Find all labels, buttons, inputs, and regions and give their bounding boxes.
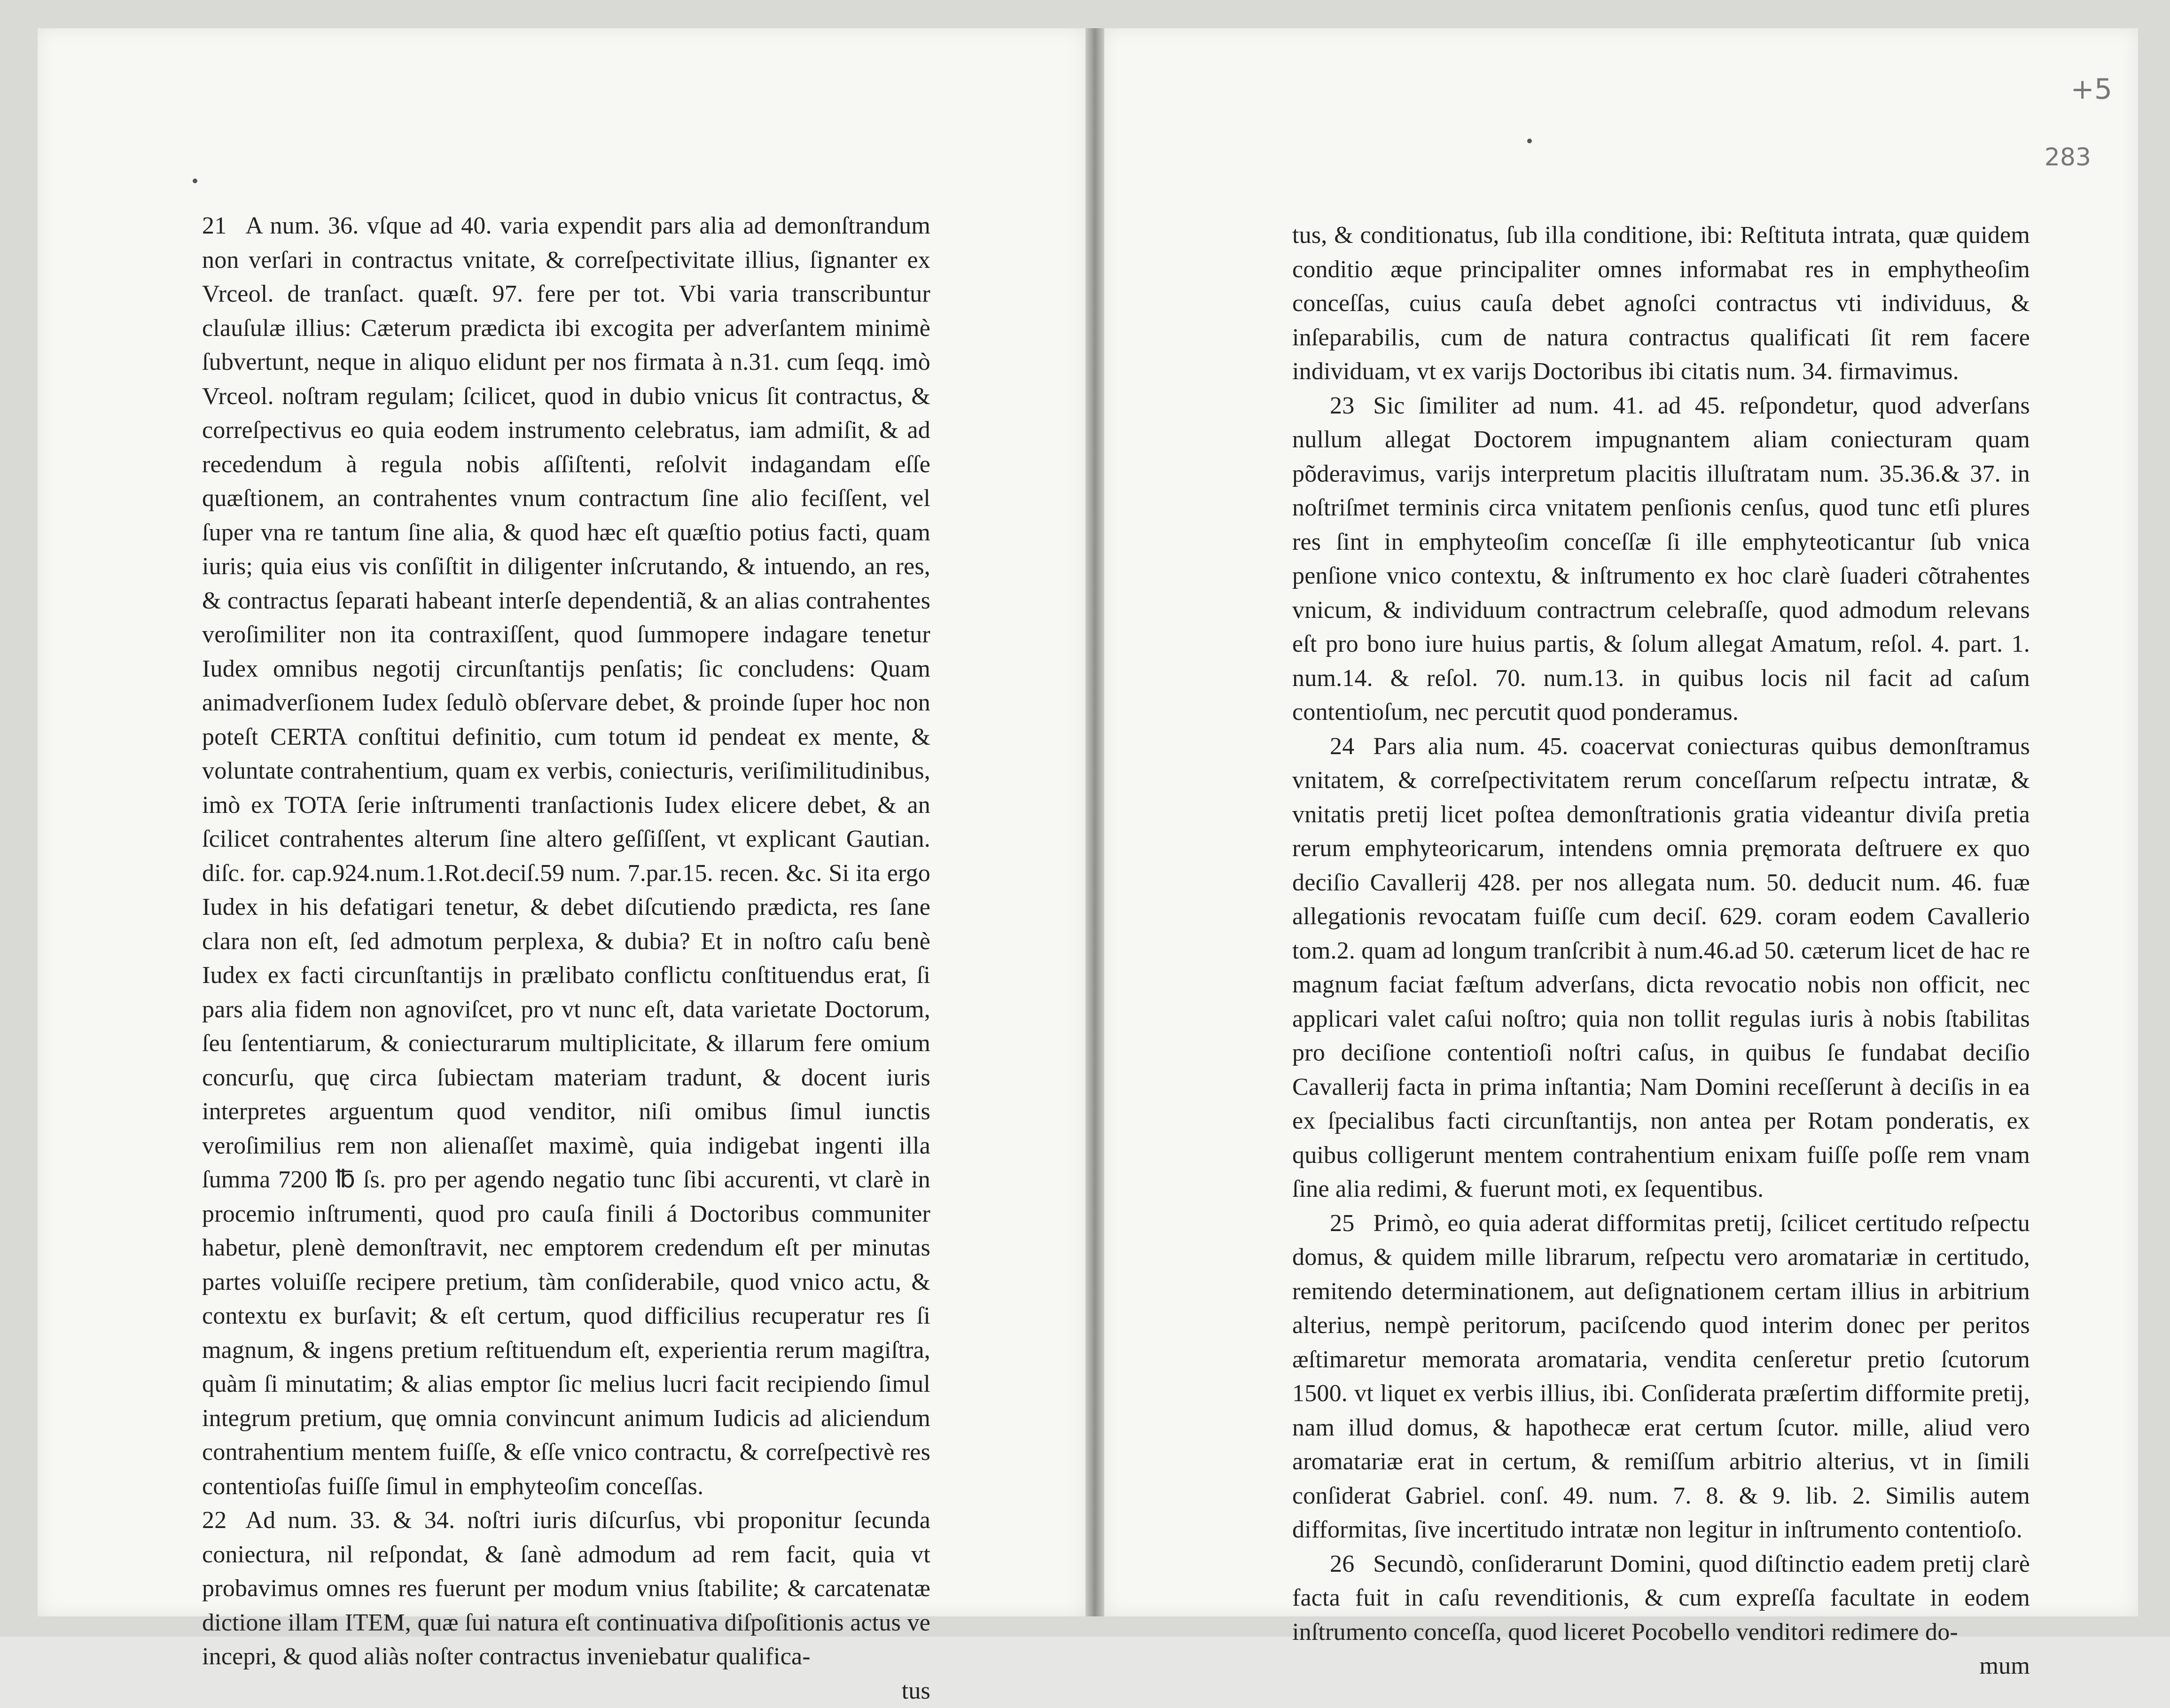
paragraph — [1292, 1207, 2030, 1547]
paragraph-number: 26 — [1330, 1551, 1354, 1577]
paragraph — [202, 1504, 930, 1674]
left-text-column — [202, 209, 930, 1708]
corner-mark: +5 — [2071, 73, 2112, 106]
paragraph-number: 22 — [202, 1507, 226, 1534]
ink-spot — [1527, 139, 1532, 143]
paragraph-number: 21 — [202, 212, 226, 239]
paragraph-text: tus, & conditionatus, ſub illa conditione, ibi: Reſtituta intrata, quæ quidem conditio æque principaliter omnes informabat res in emphytheoſim conceſſas, cuius cauſa debet agnoſci contractus vti individuus, & inſeparabilis, cum de natura contractus qualificati ſit rem facere individuam, vt ex varijs Doctoribus ibi citatis num. 34. firmavimus. — [1292, 222, 2030, 385]
catchword: mum — [1292, 1649, 2030, 1684]
right-page — [1104, 28, 2138, 1616]
left-page — [38, 28, 1085, 1616]
paragraph — [1292, 1547, 2030, 1650]
paragraph-number: 25 — [1330, 1210, 1354, 1237]
paragraph-number: 24 — [1330, 733, 1354, 760]
catchword: tus — [202, 1674, 930, 1708]
paragraph — [1292, 389, 2030, 730]
paragraph-text: A num. 36. vſque ad 40. varia expendit pars alia ad demonſtrandum non verſari in contractus vnitate, & correſpectivitate illius, ſignanter ex Vrceol. de tranſact. quæſt. 97. fere per tot. Vbi varia transcribuntur clauſulæ illius: Cæterum prædicta ibi excogita per adverſantem minimè ſubvertunt, neque in aliquo elidunt per nos firmata à n.31. cum ſeqq. imò Vrceol. noſtram regulam; ſcilicet, quod in dubio vnicus ſit contractus, & correſpectivus eo quia eodem instrumento celebratus, iam admiſit, & ad recedendum à regula nobis aſſiſtenti, reſolvit indagandam eſſe quæſtionem, an contrahentes vnum contractum ſine alio feciſſent, vel ſuper vna re tantum ſine alia, & quod hæc eſt quæſtio potius facti, quam iuris; quia eius vis conſiſtit in diligenter inſcrutando, & intuendo, an res, & contractus ſeparati habeant interſe dependentiã, & an alias contrahentes veroſimiliter non ita contraxiſſent, quod ſummopere indagare tenetur Iudex omnibus negotij circunſtantijs penſatis; ſic concludens: Quam animadverſionem Iudex ſedulò obſervare debet, & proinde ſuper hoc non poteſt CERTA conſtitui definitio, cum totum id pendeat ex mente, & voluntate contrahentium, quam ex verbis, coniecturis, veriſimilitudinibus, imò ex TOTA ſerie inſtrumenti tranſactionis Iudex elicere debet, & an ſcilicet contrahentes alterum ſine altero geſſiſſent, vt explicant Gautian. diſc. for. cap.924.num.1.Rot.deciſ.59 num. 7.par.15. recen. &c. Si ita ergo Iudex in his defatigari tenetur, & debet diſcutiendo prædicta, res ſane clara non eſt, ſed admotum perplexa, & dubia? Et in noſtro caſu benè Iudex ex facti circunſtantijs in prælibato conflictu conſtituendus erat, ſi pars alia fidem non agnoviſcet, pro vt nunc eſt, data varietate Doctorum, ſeu ſententiarum, & coniecturarum multiplicitate, & illarum fere omium concurſu, quę circa ſubiectam materiam tradunt, & docent iuris interpretes arguentum quod venditor, niſi omibus ſimul iunctis veroſimilius rem non alienaſſet maximè, quia indigebat ingenti illa ſumma 7200 ℔ ſs. pro per agendo negatio tunc ſibi accurenti, vt clarè in procemio inſtrumenti, quod pro cauſa finili á Doctoribus communiter habetur, plenè demonſtravit, nec emptorem credendum eſt per minutas partes voluiſſe recipere pretium, tàm conſiderabile, quod vnico actu, & contextu ex burſavit; & eſt certum, quod difficilius recuperatur res ſi magnum, & ingens pretium reſtituendum eſt, experientia rerum magiſtra, quàm ſi minutatim; & alias emptor ſic melius lucri facit recipiendo ſimul integrum pretium, quę omnia convincunt animum Iudicis ad aliciendum contrahentium mentem fuiſſe, & eſſe vnico contractu, & correſpectivè res contentioſas fuiſſe ſimul in emphyteoſim conceſſas. — [202, 212, 930, 1500]
right-text-column — [1292, 218, 2030, 1684]
paragraph-text: Pars alia num. 45. coacervat coniecturas quibus demonſtramus vnitatem, & correſpectivitatem rerum conceſſarum reſpectu intratæ, & vnitatis pretij licet poſtea demonſtrationis gratia videantur diviſa pretia rerum emphyteoricarum, intendens omnia pręmorata deſtruere ex quo deciſio Cavallerij 428. per nos allegata num. 50. deducit num. 46. fuæ allegationis revocatam fuiſſe cum deciſ. 629. coram eodem Cavallerio tom.2. quam ad longum tranſcribit à num.46.ad 50. cæterum licet de hac re magnum faciat fæſtum adverſans, dicta revocatio nobis non officit, nec applicari valet caſui noſtro; quia non tollit regulas iuris à nobis ſtabilitas pro deciſione contentioſi noſtri caſus, in quibus ſe fundabat deciſio Cavallerij facta in prima inſtantia; Nam Domini receſſerunt à deciſis in ea ex ſpecialibus facti circunſtantijs, non antea per Rotam ponderatis, ex quibus colligerunt mentem contrahentium enixam fuiſſe poſſe rem vnam ſine alia redimi, & fuerunt moti, ex ſequentibus. — [1292, 733, 2030, 1203]
paragraph — [1292, 218, 2030, 389]
paragraph-number: 23 — [1330, 392, 1354, 419]
paragraph — [1292, 730, 2030, 1207]
paragraph — [202, 209, 930, 1504]
paragraph-text: Ad num. 33. & 34. noſtri iuris diſcurſus, vbi proponitur ſecunda coniectura, nil reſpondat, & ſanè admodum ad rem facit, quia vt probavimus omnes res fuerunt per modum vnius ſtabilite; & carcatenatæ dictione illam ITEM, quæ ſui natura eſt continuativa diſpoſitionis actus ve incepri, & quod aliàs noſter contractus inveniebatur qualifica- — [202, 1507, 930, 1670]
paragraph-text: Secundò, conſiderarunt Domini, quod diſtinctio eadem pretij clarè facta fuit in caſu revenditionis, & cum expreſſa facultate in eodem inſtrumento conceſſa, quod liceret Pocobello venditori redimere do- — [1292, 1551, 2030, 1646]
ink-spot — [193, 179, 197, 183]
paragraph-text: Primò, eo quia aderat difformitas pretij, ſcilicet certitudo reſpectu domus, & quidem mille librarum, reſpectu vero aromatariæ in certitudo, remitendo determinationem, aut deſignationem certam illius in arbitrium alterius, nempè peritorum, paciſcendo quod interim donec per peritos æſtimaretur memorata aromataria, vendita cenſeretur pretio ſcutorum 1500. vt liquet ex verbis illius, ibi. Conſiderata præſertim difformite pretij, nam illud domus, & hapothecæ erat certum ſcutor. mille, aliud vero aromatariæ erat in certum, & remiſſum arbitrio alterius, vt in ſimili conſiderat Gabriel. conſ. 49. num. 7. 8. & 9. lib. 2. Similis autem difformitas, ſive incertitudo intratæ non legitur in inſtrumento contentioſo. — [1292, 1210, 2030, 1544]
book-gutter — [1085, 28, 1104, 1616]
page-number: 283 — [2045, 143, 2091, 172]
paragraph-text: Sic ſimiliter ad num. 41. ad 45. reſpondetur, quod adverſans nullum allegat Doctorem impugnantem aliam coniecturam quam põderavimus, varijs interpretum placitis illuſtratam num. 35.36.& 37. in noſtriſmet terminis circa vnitatem penſionis cenſus, quod tunc etſi plures res ſint in emphyteoſim conceſſæ ſi ille emphyteoticantur ſub vnica penſione vnico contextu, & inſtrumento ex hoc clarè ſuaderi cõtrahentes vnicum, & individuum contractrum celebraſſe, quod admodum relevans eſt pro bono iure huius partis, & ſolum allegat Amatum, reſol. 4. part. 1. num.14. & reſol. 70. num.13. in quibus locis nil facit ad caſum contentioſum, nec percutit quod ponderamus. — [1292, 392, 2030, 726]
